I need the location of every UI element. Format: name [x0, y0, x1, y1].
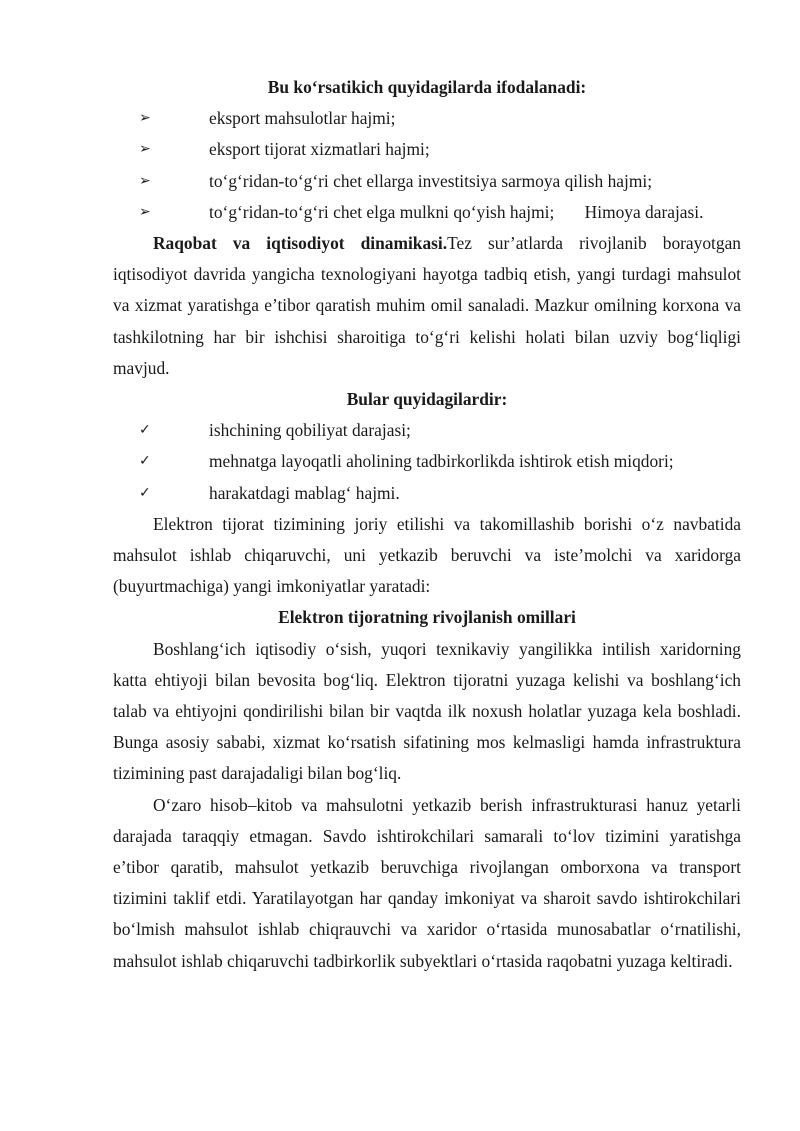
list-item-text: harakatdagi mablag‘ hajmi. [209, 482, 400, 503]
list-item [113, 446, 741, 477]
indicator-list [113, 103, 741, 228]
list-item-text: mehnatga layoqatli aholining tadbirkorlikda ishtirok etish miqdori; [209, 451, 674, 472]
list-item-text: eksport mahsulotlar hajmi; [209, 108, 396, 129]
arrow-bullet-icon: ➢ [139, 141, 151, 158]
checkmark-bullet-icon: ✓ [139, 453, 151, 470]
section-heading-factors: Bular quyidagilardir: [346, 389, 508, 410]
list-item-trailing-text: Himoya darajasi. [584, 201, 704, 222]
paragraph-initial-growth: Boshlang‘ich iqtisodiy o‘sish, yuqori texnikaviy yangilikka intilish xaridorning katta ehtiyoji bilan bevosita bog‘liq. Elektron tijoratni yuzaga kelishi va boshlang‘ich talab va ehtiyojni qondirilishi bilan bir vaqtda ilk noxush holatlar yuzaga kela boshladi. Bunga asosiy sababi, xizmat ko‘rsatish sifatining mos kelmasligi hamda infrastruktura tizimining past darajadaligi bilan bog‘liq. [113, 638, 741, 784]
list-item [113, 197, 741, 228]
document-page [113, 72, 741, 977]
paragraph-bold-lead: Raqobat va iqtisodiyot dinamikasi. [153, 233, 448, 254]
list-item [113, 103, 741, 134]
arrow-bullet-icon: ➢ [139, 172, 151, 189]
list-item [113, 166, 741, 197]
list-item [113, 134, 741, 165]
paragraph-ecommerce-intro: Elektron tijorat tizimining joriy etilishi va takomillashib borishi o‘z navbatida mahsulot ishlab chiqaruvchi, uni yetkazib beruvchi va iste’molchi va xaridorga (buyurtmachiga) yangi imkoniyatlar yaratadi: [113, 513, 741, 597]
factor-list [113, 415, 741, 509]
list-item-text: ishchining qobiliyat darajasi; [209, 420, 411, 441]
list-item [113, 415, 741, 446]
paragraph-competition [113, 228, 741, 384]
list-item-text: eksport tijorat xizmatlari hajmi; [209, 139, 430, 160]
list-item-text: to‘g‘ridan-to‘g‘ri chet elga mulkni qo‘yish hajmi; [209, 201, 555, 222]
paragraph-infrastructure: O‘zaro hisob–kitob va mahsulotni yetkazib berish infrastrukturasi hanuz yetarli darajada taraqqiy etmagan. Savdo ishtirokchilari samarali to‘lov tizimini yaratishga e’tibor qaratib, mahsulot yetkazib beruvchiga rivojlangan omborxona va transport tizimini taklif etdi. Yaratilayotgan har qanday imkoniyat va sharoit savdo ishtirokchilari bo‘lmish mahsulot ishlab chiqrauvchi va xaridor o‘rtasida munosabatlar o‘rnatilishi, mahsulot ishlab chiqaruvchi tadbirkorlik subyektlari o‘rtasida raqobatni yuzaga keltiradi. [113, 794, 741, 971]
arrow-bullet-icon: ➢ [139, 203, 151, 220]
section-heading-ecommerce-factors: Elektron tijoratning rivojlanish omillari [278, 607, 576, 628]
checkmark-bullet-icon: ✓ [139, 422, 151, 439]
paragraph-text: Tez sur’atlarda rivojlanib borayotgan iqtisodiyot davrida yangicha texnologiyani hayotga tadbiq etish, yangi turdagi mahsulot va xizmat yaratishga e’tibor qaratish muhim omil sanaladi. Mazkur omilning korxona va tashkilotning har bir ishchisi sharoitiga to‘g‘ri kelishi holati bilan uzviy bog‘liqligi mavjud. [113, 233, 741, 378]
section-heading-indicators: Bu ko‘rsatikich quyidagilarda ifodalanadi: [267, 77, 587, 97]
list-item-text: to‘g‘ridan-to‘g‘ri chet ellarga investitsiya sarmoya qilish hajmi; [209, 170, 653, 191]
arrow-bullet-icon: ➢ [139, 110, 151, 127]
list-item [113, 478, 741, 509]
checkmark-bullet-icon: ✓ [139, 484, 151, 501]
